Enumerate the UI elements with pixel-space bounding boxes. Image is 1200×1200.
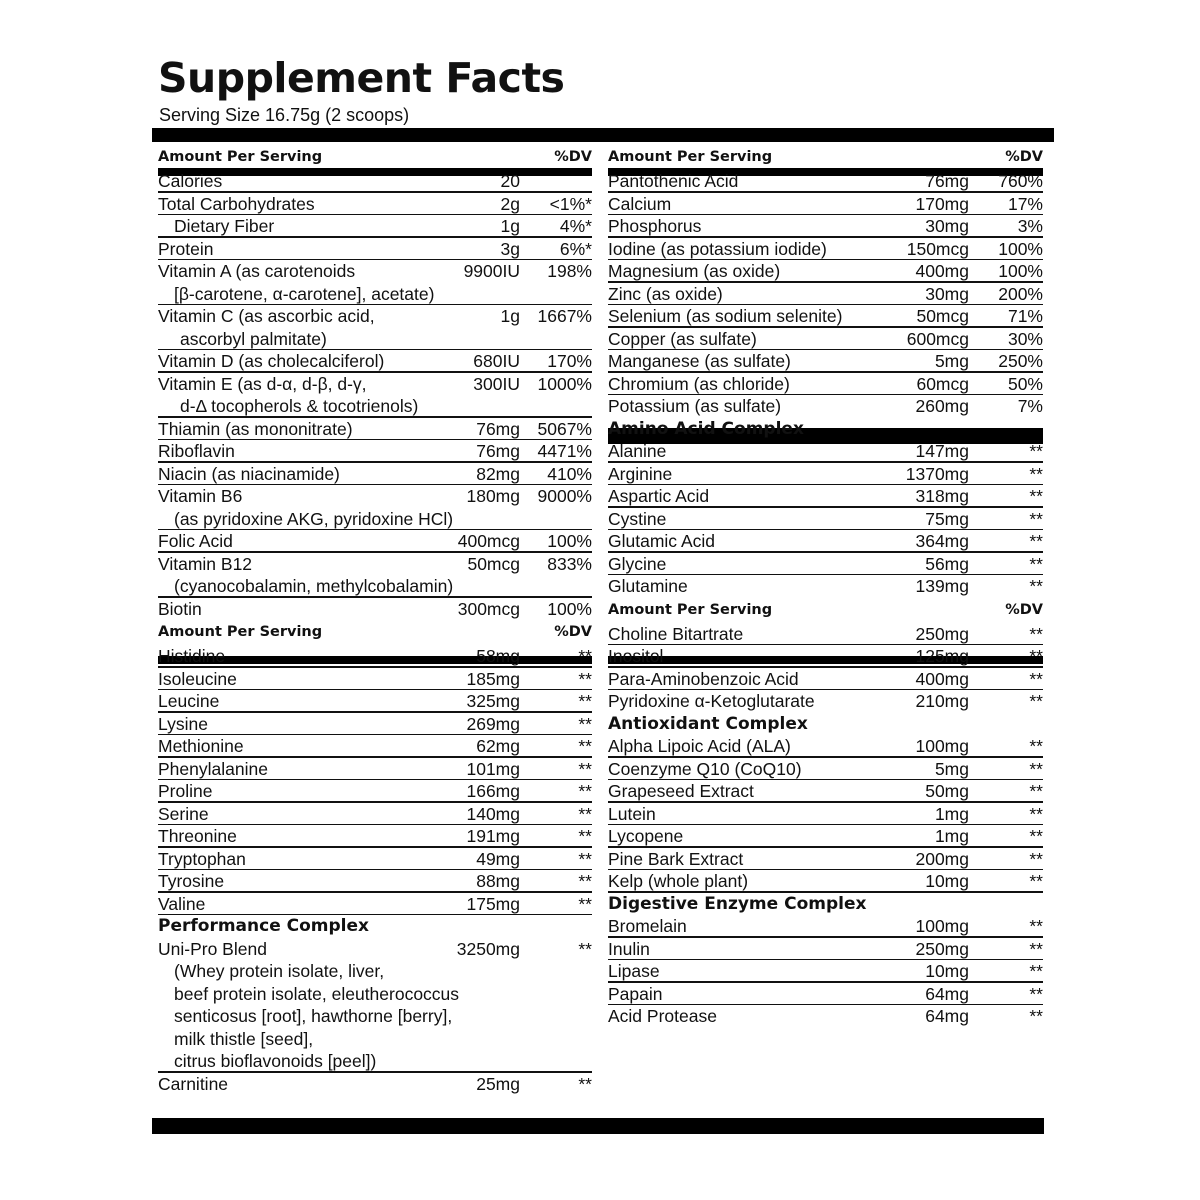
nutrient-row — [608, 463, 1043, 486]
top-bar — [152, 128, 1054, 142]
nutrient-name: Vitamin A (as carotenoids — [158, 261, 356, 281]
nutrient-name: Proline — [158, 781, 213, 801]
daily-value: 100% — [998, 261, 1043, 281]
amount-value: 185mg — [466, 668, 520, 689]
nutrient-row — [158, 418, 592, 441]
nutrient-row — [158, 485, 592, 508]
daily-value: ** — [1029, 646, 1043, 666]
amount-value: 10mg — [925, 961, 969, 981]
nutrient-name: Folic Acid — [158, 531, 233, 551]
nutrient-name: Arginine — [608, 463, 673, 484]
nutrient-name: Potassium (as sulfate) — [608, 396, 782, 416]
amount-value: 5mg — [934, 758, 969, 779]
nutrient-row — [158, 668, 592, 691]
nutrient-name: Papain — [608, 983, 663, 1004]
nutrient-row — [608, 983, 1043, 1006]
daily-value: ** — [1029, 463, 1043, 484]
daily-value: %DV — [554, 149, 592, 165]
daily-value: ** — [578, 803, 592, 824]
nutrient-name: Thiamin (as mononitrate) — [158, 418, 353, 439]
nutrient-name: Chromium (as chloride) — [608, 373, 790, 394]
nutrient-name: Total Carbohydrates — [158, 193, 315, 214]
nutrient-name: Threonine — [158, 826, 237, 846]
nutrient-name: Valine — [158, 893, 206, 914]
amount-value: 10mg — [925, 871, 969, 891]
nutrient-name: beef protein isolate, eleutherococcus — [174, 983, 460, 1004]
nutrient-row — [158, 893, 592, 916]
nutrient-name: Histidine — [158, 646, 226, 666]
daily-value: ** — [1029, 983, 1043, 1004]
nutrient-row — [608, 373, 1043, 396]
nutrient-name: Selenium (as sodium selenite) — [608, 306, 843, 326]
nutrient-name: Alpha Lipoic Acid (ALA) — [608, 736, 791, 756]
amount-value: 25mg — [476, 1073, 520, 1094]
daily-value: 250% — [998, 351, 1043, 371]
nutrient-row — [158, 598, 592, 621]
nutrient-row — [608, 848, 1043, 871]
amount-value: 175mg — [466, 893, 520, 914]
daily-value: ** — [1029, 668, 1043, 689]
amount-header-row — [158, 145, 592, 170]
daily-value: 760% — [998, 171, 1043, 191]
amount-value: 400mcg — [457, 531, 520, 551]
nutrient-name: Acid Protease — [608, 1006, 717, 1026]
daily-value: 7% — [1017, 396, 1043, 416]
nutrient-row — [608, 328, 1043, 351]
nutrient-row — [608, 305, 1043, 328]
amount-value: 1g — [500, 306, 520, 326]
nutrient-row — [608, 553, 1043, 576]
nutrient-row — [608, 440, 1043, 463]
nutrient-row — [158, 238, 592, 261]
amount-value: 325mg — [466, 691, 520, 711]
amount-value: 64mg — [925, 1006, 969, 1026]
nutrient-name: Vitamin C (as ascorbic acid, — [158, 306, 375, 326]
amount-value: 64mg — [925, 983, 969, 1004]
nutrient-row — [608, 283, 1043, 306]
nutrient-row — [158, 690, 592, 713]
daily-value: 100% — [547, 531, 592, 551]
nutrient-row — [608, 485, 1043, 508]
nutrient-name: Kelp (whole plant) — [608, 871, 749, 891]
daily-value: 198% — [547, 261, 592, 281]
daily-value: 9000% — [537, 486, 592, 506]
amount-value: 50mcg — [467, 553, 520, 574]
nutrient-row — [158, 553, 592, 576]
nutrient-name: Leucine — [158, 691, 220, 711]
nutrient-row — [608, 530, 1043, 553]
daily-value: 4471% — [537, 441, 592, 461]
daily-value: 200% — [998, 283, 1043, 304]
nutrient-name: Amount Per Serving — [608, 149, 773, 165]
nutrient-name: Pyridoxine α-Ketoglutarate — [608, 691, 815, 711]
daily-value: ** — [1029, 576, 1043, 596]
nutrient-name: Amount Per Serving — [608, 601, 773, 618]
nutrient-name: (cyanocobalamin, methylcobalamin) — [174, 576, 454, 596]
amount-value: 400mg — [915, 668, 969, 689]
section-heading — [608, 713, 1043, 736]
daily-value: 3% — [1017, 216, 1043, 236]
amount-value: 56mg — [925, 553, 969, 574]
daily-value: ** — [1029, 736, 1043, 756]
daily-value: ** — [1029, 916, 1043, 936]
amount-value: 3250mg — [456, 938, 520, 959]
nutrient-row — [608, 870, 1043, 893]
daily-value: ** — [578, 826, 592, 846]
nutrient-name: Lutein — [608, 803, 656, 824]
nutrient-row — [608, 170, 1043, 193]
amount-value: 76mg — [476, 418, 520, 439]
amount-value: 9900IU — [463, 261, 520, 281]
amount-value: 318mg — [915, 486, 969, 506]
nutrient-name: Vitamin B6 — [158, 486, 243, 506]
nutrient-name: Para-Aminobenzoic Acid — [608, 668, 799, 689]
nutrient-row — [158, 645, 592, 668]
nutrient-name: Phosphorus — [608, 216, 702, 236]
nutrient-name: Lysine — [158, 713, 208, 734]
amount-value: 58mg — [476, 646, 520, 666]
right-column — [608, 145, 1043, 1028]
daily-value: 170% — [547, 351, 592, 371]
daily-value: 410% — [547, 463, 592, 484]
amount-value: 210mg — [915, 691, 969, 711]
nutrient-name: milk thistle [seed], — [174, 1028, 314, 1049]
nutrient-name: Carnitine — [158, 1073, 229, 1094]
nutrient-name: ascorbyl palmitate) — [180, 328, 327, 349]
nutrient-name: senticosus [root], hawthorne [berry], — [174, 1006, 453, 1026]
daily-value: ** — [1029, 781, 1043, 801]
nutrient-name: Isoleucine — [158, 668, 237, 689]
amount-value: 166mg — [466, 781, 520, 801]
nutrient-name: Uni-Pro Blend — [158, 938, 267, 959]
nutrient-name: Tryptophan — [158, 848, 246, 869]
amount-value: 147mg — [915, 441, 969, 461]
nutrient-row — [158, 1050, 592, 1073]
nutrient-name: Phenylalanine — [158, 758, 268, 779]
nutrient-name: Dietary Fiber — [174, 216, 275, 236]
nutrient-name: Inulin — [608, 938, 650, 959]
serving-size: Serving Size 16.75g (2 scoops) — [159, 105, 410, 125]
amount-value: 100mg — [915, 736, 969, 756]
amount-value: 250mg — [915, 623, 969, 644]
daily-value: %DV — [554, 624, 592, 640]
daily-value: ** — [1029, 803, 1043, 824]
nutrient-name: Glutamic Acid — [608, 531, 715, 551]
nutrient-name: Choline Bitartrate — [608, 623, 744, 644]
daily-value: ** — [1029, 871, 1043, 891]
daily-value: %DV — [1005, 601, 1043, 618]
nutrient-name: Amino Acid Complex — [608, 418, 804, 439]
nutrient-name: Performance Complex — [158, 916, 370, 936]
nutrient-name: Inositol — [608, 646, 664, 666]
nutrient-row — [608, 960, 1043, 983]
nutrient-name: Amount Per Serving — [158, 149, 323, 165]
nutrient-row — [158, 350, 592, 373]
nutrient-name: Aspartic Acid — [608, 486, 710, 506]
daily-value: ** — [1029, 508, 1043, 529]
daily-value: ** — [578, 668, 592, 689]
daily-value: ** — [578, 758, 592, 779]
amount-value: 300mcg — [457, 598, 520, 619]
daily-value: 30% — [1007, 328, 1043, 349]
daily-value: ** — [578, 646, 592, 666]
daily-value: ** — [1029, 938, 1043, 959]
nutrient-name: Antioxidant Complex — [608, 713, 808, 734]
amount-header-row — [608, 145, 1043, 170]
daily-value: ** — [578, 871, 592, 891]
amount-value: 180mg — [466, 486, 520, 506]
amount-value: 49mg — [476, 848, 520, 869]
nutrient-name: Lipase — [608, 961, 660, 981]
nutrient-row — [608, 758, 1043, 781]
amount-header-row — [158, 620, 592, 645]
daily-value: ** — [1029, 486, 1043, 506]
nutrient-name: (as pyridoxine AKG, pyridoxine HCl) — [174, 508, 454, 529]
nutrient-row — [158, 870, 592, 893]
daily-value: 4%* — [559, 216, 592, 236]
daily-value: 17% — [1007, 193, 1043, 214]
amount-value: 100mg — [915, 916, 969, 936]
amount-value: 30mg — [925, 283, 969, 304]
amount-value: 1mg — [934, 803, 969, 824]
nutrient-name: Grapeseed Extract — [608, 781, 754, 801]
nutrient-row — [608, 508, 1043, 531]
nutrient-name: Calories — [158, 171, 223, 191]
amount-value: 269mg — [466, 713, 520, 734]
nutrient-name: Serine — [158, 803, 209, 824]
nutrient-row — [158, 713, 592, 736]
daily-value: 71% — [1007, 306, 1043, 326]
nutrient-name: Pine Bark Extract — [608, 848, 744, 869]
nutrient-name: citrus bioflavonoids [peel]) — [174, 1051, 377, 1071]
nutrient-row — [158, 825, 592, 848]
daily-value: ** — [1029, 961, 1043, 981]
amount-value: 260mg — [915, 396, 969, 416]
amount-value: 139mg — [915, 576, 969, 596]
nutrient-row — [158, 440, 592, 463]
nutrient-row — [158, 575, 592, 598]
daily-value: ** — [578, 781, 592, 801]
nutrient-row — [158, 305, 592, 328]
nutrient-name: (Whey protein isolate, liver, — [174, 961, 385, 981]
daily-value: ** — [1029, 691, 1043, 711]
amount-value: 88mg — [476, 871, 520, 891]
nutrient-row — [158, 803, 592, 826]
amount-value: 250mg — [915, 938, 969, 959]
daily-value: ** — [1029, 441, 1043, 461]
amount-value: 1mg — [934, 826, 969, 846]
amount-value: 76mg — [925, 171, 969, 191]
daily-value: ** — [578, 736, 592, 756]
amount-value: 30mg — [925, 216, 969, 236]
daily-value: 6%* — [559, 238, 592, 259]
nutrient-row — [158, 530, 592, 553]
daily-value: %DV — [1005, 149, 1043, 165]
nutrient-row — [608, 350, 1043, 373]
amount-value: 50mcg — [916, 306, 969, 326]
amount-value: 1g — [500, 216, 520, 236]
daily-value: ** — [578, 938, 592, 959]
amount-value: 150mcg — [906, 238, 969, 259]
daily-value: 50% — [1007, 373, 1043, 394]
nutrient-row — [608, 260, 1043, 283]
nutrient-name: Vitamin B12 — [158, 553, 253, 574]
nutrient-name: Magnesium (as oxide) — [608, 261, 781, 281]
daily-value: 100% — [547, 598, 592, 619]
nutrient-name: Vitamin D (as cholecalciferol) — [158, 351, 385, 371]
daily-value: ** — [1029, 758, 1043, 779]
nutrient-name: Coenzyme Q10 (CoQ10) — [608, 758, 802, 779]
amount-value: 125mg — [915, 646, 969, 666]
section-heading — [158, 915, 592, 938]
daily-value: ** — [578, 691, 592, 711]
daily-value: ** — [1029, 623, 1043, 644]
amount-value: 400mg — [915, 261, 969, 281]
daily-value: ** — [1029, 1006, 1043, 1026]
bottom-bar — [152, 1118, 1044, 1134]
nutrient-row — [608, 1005, 1043, 1028]
nutrient-name: Methionine — [158, 736, 244, 756]
nutrient-name: Iodine (as potassium iodide) — [608, 238, 827, 259]
nutrient-row — [608, 780, 1043, 803]
nutrient-row — [608, 623, 1043, 646]
section-heading — [608, 893, 1043, 916]
nutrient-row — [608, 938, 1043, 961]
section-heading — [608, 418, 1043, 441]
nutrient-row — [608, 645, 1043, 668]
amount-value: 62mg — [476, 736, 520, 756]
nutrient-row — [158, 848, 592, 871]
daily-value: ** — [578, 713, 592, 734]
nutrient-name: Calcium — [608, 193, 672, 214]
amount-value: 60mcg — [916, 373, 969, 394]
nutrient-name: Cystine — [608, 508, 667, 529]
nutrient-row — [158, 960, 592, 983]
amount-value: 75mg — [925, 508, 969, 529]
amount-value: 50mg — [925, 781, 969, 801]
nutrient-row — [158, 463, 592, 486]
nutrient-name: Zinc (as oxide) — [608, 283, 723, 304]
amount-value: 101mg — [466, 758, 520, 779]
nutrient-row — [158, 758, 592, 781]
nutrient-row — [158, 1028, 592, 1051]
amount-value: 300IU — [473, 373, 520, 394]
nutrient-name: Manganese (as sulfate) — [608, 351, 791, 371]
nutrient-name: Biotin — [158, 598, 202, 619]
nutrient-row — [158, 1073, 592, 1096]
amount-value: 3g — [500, 238, 520, 259]
amount-value: 82mg — [476, 463, 520, 484]
nutrient-name: Glycine — [608, 553, 667, 574]
nutrient-name: Digestive Enzyme Complex — [608, 893, 867, 914]
nutrient-name: Vitamin E (as d-α, d-β, d-γ, — [158, 373, 367, 394]
nutrient-row — [158, 193, 592, 216]
amount-value: 140mg — [466, 803, 520, 824]
left-column — [158, 145, 592, 1095]
nutrient-row — [608, 915, 1043, 938]
nutrient-name: Alanine — [608, 441, 667, 461]
amount-value: 76mg — [476, 441, 520, 461]
nutrient-row — [158, 215, 592, 238]
amount-value: 191mg — [466, 826, 520, 846]
nutrient-row — [608, 668, 1043, 691]
amount-value: 170mg — [915, 193, 969, 214]
nutrient-name: [β-carotene, α-carotene], acetate) — [174, 283, 435, 304]
nutrient-name: Riboflavin — [158, 441, 235, 461]
nutrient-name: Pantothenic Acid — [608, 171, 739, 191]
nutrient-row — [158, 938, 592, 961]
nutrient-name: Glutamine — [608, 576, 688, 596]
nutrient-row — [158, 260, 592, 283]
nutrient-name: Tyrosine — [158, 871, 225, 891]
nutrient-row — [608, 803, 1043, 826]
daily-value: ** — [1029, 848, 1043, 869]
nutrient-row — [608, 193, 1043, 216]
daily-value: 833% — [547, 553, 592, 574]
nutrient-row — [608, 825, 1043, 848]
nutrient-name: Lycopene — [608, 826, 684, 846]
page-title: Supplement Facts — [158, 54, 565, 102]
amount-value: 2g — [500, 193, 520, 214]
nutrient-row — [608, 735, 1043, 758]
nutrient-row — [158, 170, 592, 193]
daily-value: <1%* — [549, 193, 592, 214]
daily-value: 1667% — [537, 306, 592, 326]
daily-value: 5067% — [537, 418, 592, 439]
nutrient-row — [158, 780, 592, 803]
nutrient-row — [158, 735, 592, 758]
nutrient-row — [608, 690, 1043, 713]
amount-value: 5mg — [934, 351, 969, 371]
nutrient-name: Niacin (as niacinamide) — [158, 463, 340, 484]
daily-value: ** — [578, 893, 592, 914]
nutrient-row — [158, 373, 592, 396]
amount-value: 1370mg — [905, 463, 969, 484]
nutrient-name: d-Δ tocopherols & tocotrienols) — [180, 396, 419, 416]
nutrient-row — [158, 283, 592, 306]
nutrient-row — [158, 508, 592, 531]
nutrient-row — [608, 238, 1043, 261]
nutrient-name: Protein — [158, 238, 214, 259]
amount-header-row — [608, 598, 1043, 623]
daily-value: 100% — [998, 238, 1043, 259]
amount-value: 680IU — [473, 351, 520, 371]
nutrient-name: Copper (as sulfate) — [608, 328, 757, 349]
daily-value: 1000% — [537, 373, 592, 394]
amount-value: 20 — [500, 171, 520, 191]
daily-value: ** — [1029, 826, 1043, 846]
nutrient-row — [608, 215, 1043, 238]
nutrient-name: Amount Per Serving — [158, 624, 323, 640]
nutrient-name: Bromelain — [608, 916, 687, 936]
nutrient-row — [158, 983, 592, 1006]
nutrient-row — [608, 395, 1043, 418]
amount-value: 600mcg — [906, 328, 969, 349]
daily-value: ** — [578, 1073, 592, 1094]
daily-value: ** — [1029, 553, 1043, 574]
amount-value: 200mg — [915, 848, 969, 869]
nutrient-row — [608, 575, 1043, 598]
nutrient-row — [158, 395, 592, 418]
amount-value: 364mg — [915, 531, 969, 551]
daily-value: ** — [578, 848, 592, 869]
nutrient-row — [158, 328, 592, 351]
daily-value: ** — [1029, 531, 1043, 551]
nutrient-row — [158, 1005, 592, 1028]
